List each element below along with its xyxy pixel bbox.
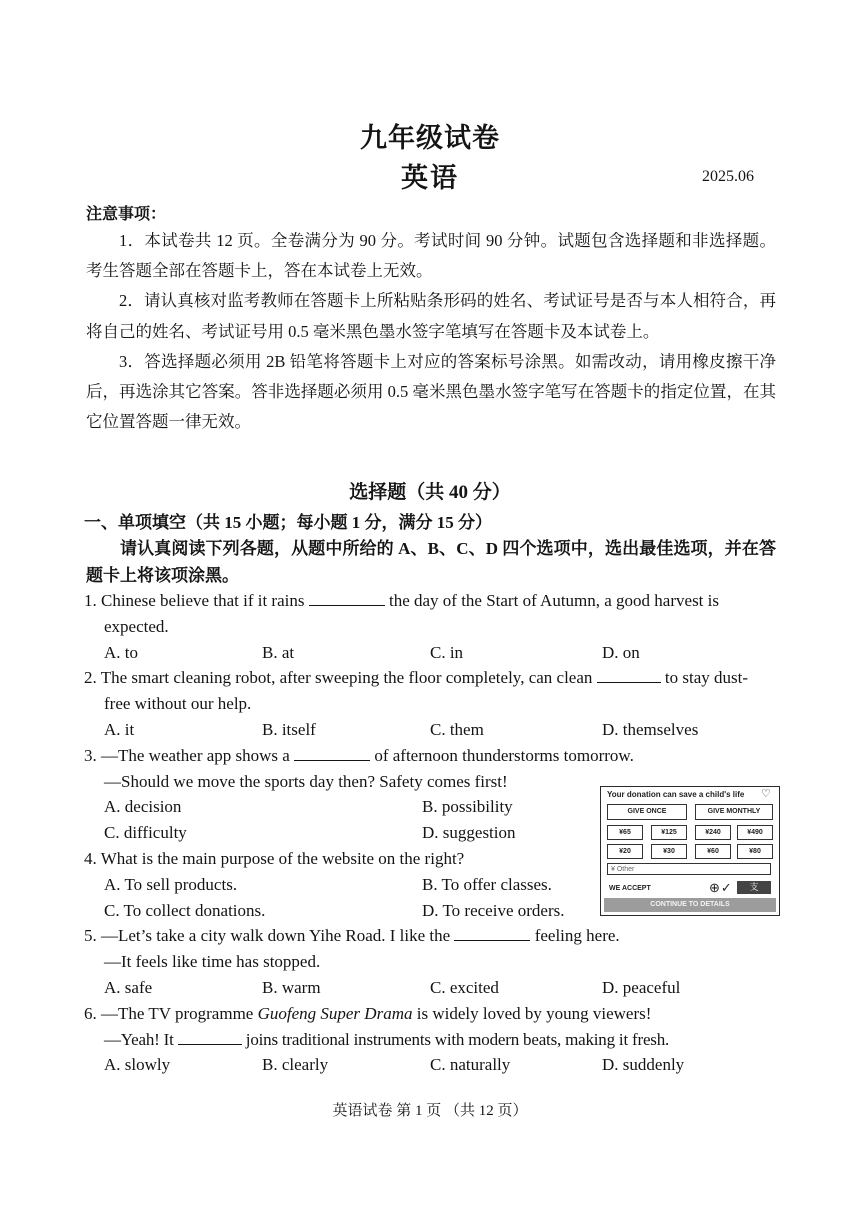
question-5 <box>84 923 774 1000</box>
alipay-icon: 支 <box>737 881 771 894</box>
give-once-tab: GIVE ONCE <box>607 804 687 820</box>
we-accept-label: WE ACCEPT <box>609 885 651 892</box>
option-b: B. To offer classes. <box>422 874 552 894</box>
other-amount-field: ¥ Other <box>607 863 771 875</box>
option-c: C. in <box>430 642 464 662</box>
option-c: C. them <box>430 719 484 739</box>
question-2 <box>84 665 774 742</box>
amount-option: ¥65 <box>607 825 643 840</box>
option-a: A. it <box>104 719 135 739</box>
section-title: 选择题（共 40 分） <box>349 482 511 503</box>
question-stem: 4. What is the main purpose of the website on the right? <box>84 848 465 868</box>
exam-date: 2025.06 <box>702 168 754 185</box>
question-stem: 2. The smart cleaning robot, after sweeping the floor completely, can clean to stay dust-free without our help. <box>84 668 748 714</box>
exam-title: 九年级试卷 <box>360 123 500 153</box>
page-footer: 英语试卷 第 1 页 （共 12 页） <box>332 1103 528 1119</box>
option-b: B. at <box>262 642 295 662</box>
option-a: A. To sell products. <box>104 874 238 894</box>
answer-blank <box>454 926 530 941</box>
answer-blank <box>309 591 385 606</box>
option-d: D. themselves <box>602 719 699 739</box>
part-title: 一、单项填空（共 15 小题；每小题 1 分，满分 15 分） <box>84 513 492 532</box>
answer-blank <box>597 668 661 683</box>
notes-list <box>86 226 776 437</box>
donation-title: Your donation can save a child's life <box>607 790 745 799</box>
instruction <box>86 535 776 589</box>
option-a: A. decision <box>104 797 182 817</box>
notes-title: 注意事项： <box>86 206 167 223</box>
option-d: D. suggestion <box>422 823 516 843</box>
option-d: D. peaceful <box>602 977 681 997</box>
question-stem: 5. —Let’s take a city walk down Yihe Road. I like the feeling here. <box>84 926 620 946</box>
question-stem: 1. Chinese believe that if it rains the day of the Start of Autumn, a good harvest is expected. <box>84 591 719 636</box>
question-6 <box>84 1001 774 1078</box>
amount-option: ¥20 <box>607 844 643 859</box>
option-d: D. To receive orders. <box>422 900 565 920</box>
option-d: D. suddenly <box>602 1055 685 1075</box>
donation-website-image <box>600 786 780 916</box>
note-item: 1．本试卷共 12 页。全卷满分为 90 分。考试时间 90 分钟。试题包含选择题和非选择题。考生答题全部在答题卡上，答在本试卷上无效。 <box>86 231 776 281</box>
amount-option: ¥240 <box>695 825 731 840</box>
options <box>84 640 774 666</box>
dialog-line: —Yeah! It joins traditional instruments with modern beats, making it fresh. <box>104 1029 670 1049</box>
option-b: B. itself <box>262 719 316 739</box>
note-item: 3．答选择题必须用 2B 铅笔将答题卡上对应的答案标号涂黑。如需改动，请用橡皮擦干净后，再选涂其它答案。答非选择题必须用 0.5 毫米黑色墨水签字笔写在答题卡的指定位置，在其它位置答题一律无效。 <box>86 351 776 432</box>
option-d: D. on <box>602 642 640 662</box>
option-a: A. safe <box>104 977 153 997</box>
continue-button-image: CONTINUE TO DETAILS <box>604 898 776 912</box>
give-monthly-tab: GIVE MONTHLY <box>695 804 773 820</box>
option-b: B. clearly <box>262 1055 329 1075</box>
option-c: C. To collect donations. <box>104 900 266 920</box>
question-stem: 6. —The TV programme Guofeng Super Drama is widely loved by young viewers! <box>84 1003 652 1023</box>
options <box>84 975 774 1001</box>
amount-option: ¥30 <box>651 844 687 859</box>
answer-blank <box>294 746 370 761</box>
subject-title: 英语 <box>401 163 459 193</box>
option-c: C. difficulty <box>104 823 187 843</box>
option-c: C. excited <box>430 977 499 997</box>
dialog-line: —Should we move the sports day then? Safety comes first! <box>104 771 508 791</box>
amount-option: ¥125 <box>651 825 687 840</box>
heart-hand-icon: ♡ <box>761 788 771 800</box>
amount-option: ¥490 <box>737 825 773 840</box>
question-stem: 3. —The weather app shows a of afternoon thunderstorms tomorrow. <box>84 745 634 765</box>
option-b: B. warm <box>262 977 321 997</box>
option-b: B. possibility <box>422 797 513 817</box>
options <box>84 717 774 743</box>
answer-blank <box>178 1030 242 1045</box>
amount-option: ¥60 <box>695 844 731 859</box>
option-a: A. slowly <box>104 1055 171 1075</box>
option-c: C. naturally <box>430 1055 511 1075</box>
payment-icons: ⊕✓ <box>709 880 733 895</box>
dialog-line: —It feels like time has stopped. <box>104 952 321 972</box>
instruction-text: 请认真阅读下列各题，从题中所给的 A、B、C、D 四个选项中，选出最佳选项，并在答题卡上将该项涂黑。 <box>86 539 776 585</box>
option-a: A. to <box>104 642 138 662</box>
question-1 <box>84 588 774 665</box>
note-item: 2．请认真核对监考教师在答题卡上所粘贴条形码的姓名、考试证号是否与本人相符合，再将自己的姓名、考试证号用 0.5 毫米黑色墨水签字笔填写在答题卡及本试卷上。 <box>86 291 776 341</box>
programme-title: Guofeng Super Drama <box>257 1003 413 1023</box>
amount-option: ¥80 <box>737 844 773 859</box>
options <box>84 1052 774 1078</box>
